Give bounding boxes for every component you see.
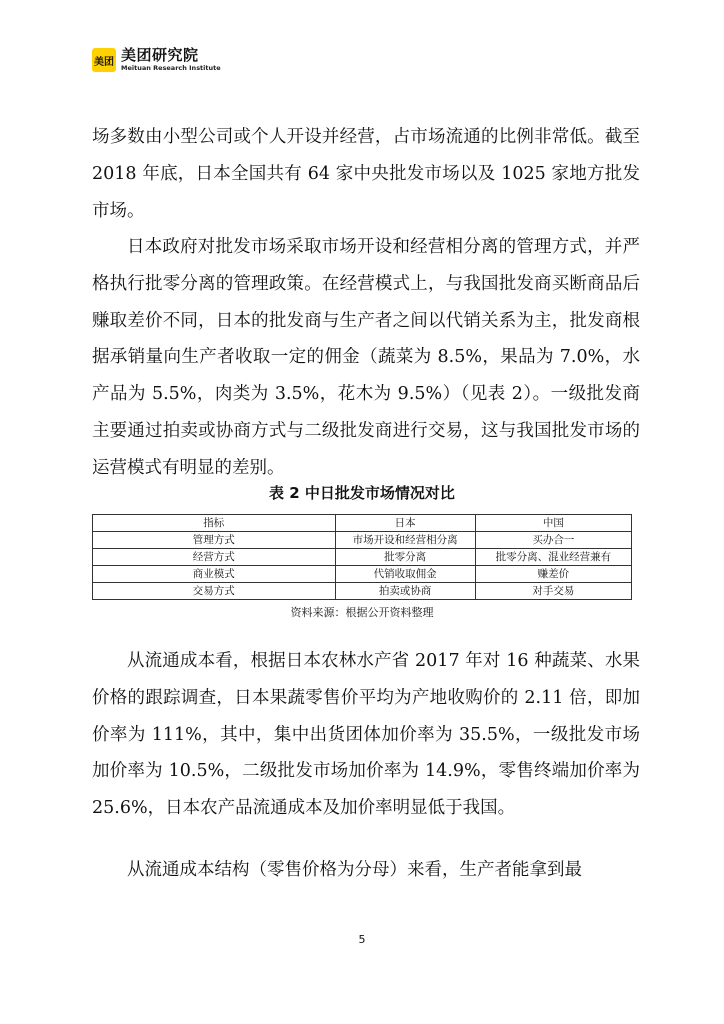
- table-cell: 批零分离: [335, 549, 475, 566]
- paragraph-3: 从流通成本看，根据日本农林水产省 2017 年对 16 种蔬菜、水果价格的跟踪调查，日本果蔬零售价平均为产地收购价的 2.11 倍，即加价率为 111%，其中，集中出货团体加价率为 35.5%，一级批发市场加价率为 10.5%，二级批发市场加价率为 14.9%，零售终端加价率为 25.6%，日本农产品流通成本及加价率明显低于我国。: [92, 651, 640, 819]
- table-cell: 拍卖或协商: [335, 583, 475, 600]
- page-number: 5: [358, 933, 366, 946]
- brand-name-cn: 美团研究院: [121, 46, 199, 65]
- table-title: 表 2 中日批发市场情况对比: [269, 484, 455, 502]
- table-source-note: 资料来源：根据公开资料整理: [290, 606, 434, 619]
- table-row: [93, 583, 632, 600]
- comparison-table: [92, 514, 632, 600]
- brand-name-en: Meituan Research Institute: [121, 64, 221, 73]
- table-cell: 买办合一: [475, 532, 631, 549]
- table-cell: 管理方式: [93, 532, 336, 549]
- table-cell: 批零分离、混业经营兼有: [475, 549, 631, 566]
- meituan-logo-icon: 美团: [92, 48, 116, 72]
- brand-text: [121, 48, 221, 72]
- table-header-cell: 日本: [335, 515, 475, 532]
- paragraph-4: 从流通成本结构（零售价格为分母）来看，生产者能拿到最: [127, 860, 582, 880]
- table-header-row: [93, 515, 632, 532]
- table-cell: 对手交易: [475, 583, 631, 600]
- table-row: [93, 566, 632, 583]
- brand-header: [92, 48, 221, 72]
- paragraph-1: 场多数由小型公司或个人开设并经营，占市场流通的比例非常低。截至 2018 年底，日本全国共有 64 家中央批发市场以及 1025 家地方批发市场。: [92, 127, 640, 221]
- table-cell: 商业模式: [93, 566, 336, 583]
- table-header-cell: 指标: [93, 515, 336, 532]
- table-cell: 经营方式: [93, 549, 336, 566]
- table-cell: 交易方式: [93, 583, 336, 600]
- table-cell: 赚差价: [475, 566, 631, 583]
- table-cell: 代销收取佣金: [335, 566, 475, 583]
- table-row: [93, 549, 632, 566]
- table-row: [93, 532, 632, 549]
- table-header-cell: 中国: [475, 515, 631, 532]
- table-cell: 市场开设和经营相分离: [335, 532, 475, 549]
- paragraph-2: 日本政府对批发市场采取市场开设和经营相分离的管理方式，并严格执行批零分离的管理政策。在经营模式上，与我国批发商买断商品后赚取差价不同，日本的批发商与生产者之间以代销关系为主，批发商根据承销量向生产者收取一定的佣金（蔬菜为 8.5%，果品为 7.0%，水产品为 5.5%，肉类为 3.5%，花木为 9.5%）（见表 2）。一级批发商主要通过拍卖或协商方式与二级批发商进行交易，这与我国批发市场的运营模式有明显的差别。: [92, 237, 640, 478]
